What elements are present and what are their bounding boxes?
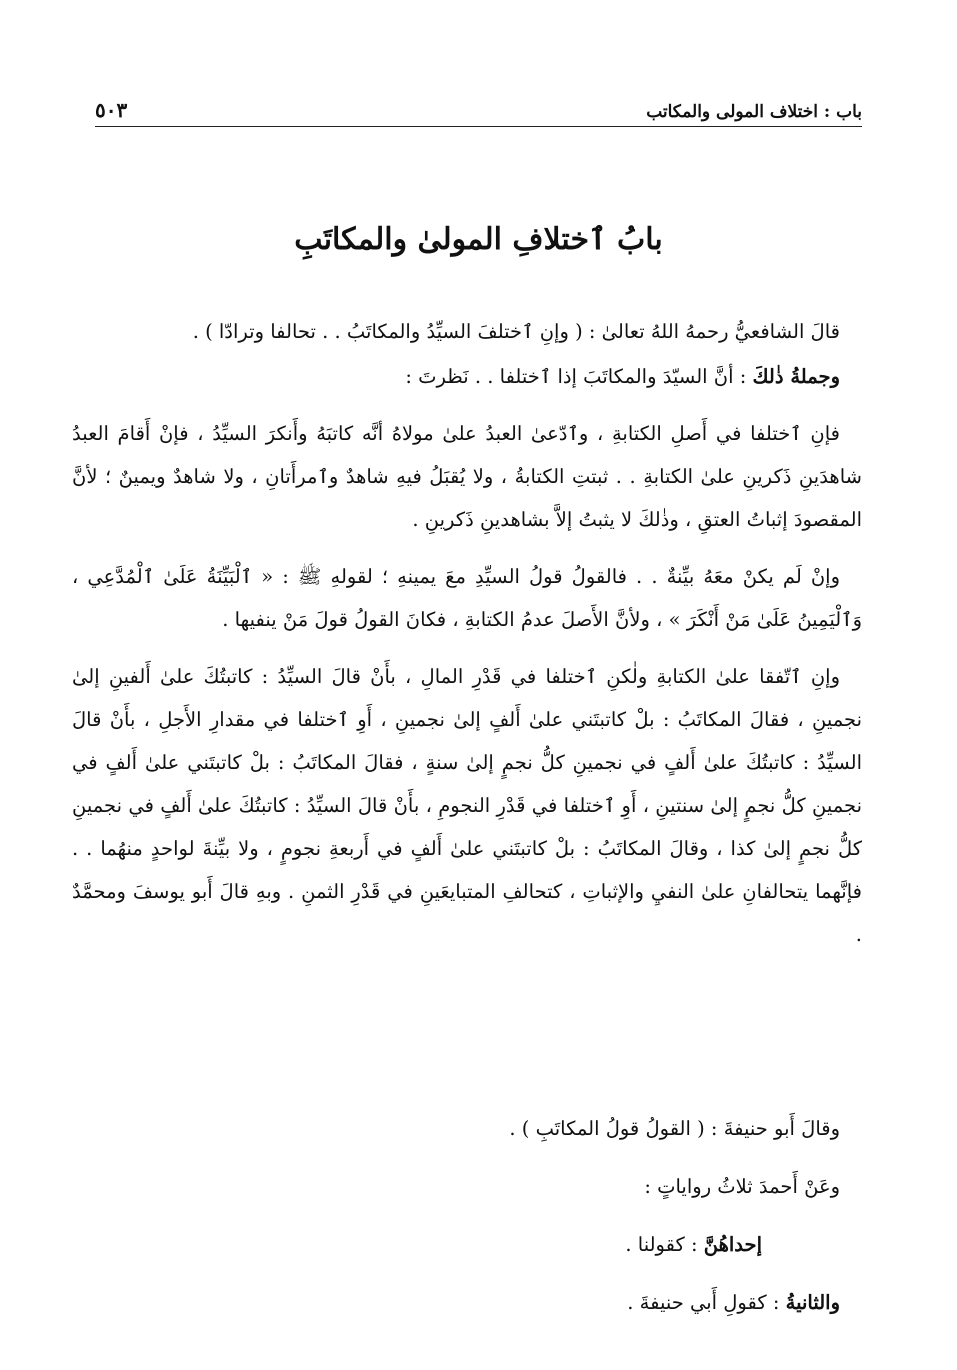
paragraph-summary-lead: وجملةُ ذٰلكَ [752,365,840,388]
paragraph-amount-dispute: وإنِ ٱتّفقا علىٰ الكتابةِ ولٰكنِ ٱختلفا في قَدْرِ المالِ ، بأَنْ قالَ السيِّدُ : كاتبتُكَ علىٰ أَلفينِ إلىٰ نجمينِ ، فقالَ المكاتَبُ : بلْ كاتبتَني علىٰ أَلفٍ إلىٰ نجمينِ ، أَوِ ٱختلفا في مقدارِ الأَجلِ ، بأَنْ قالَ السيِّدُ : كاتبتُكَ علىٰ أَلفٍ في نجمينِ كلُّ نجمٍ إلىٰ سنةٍ ، فقالَ المكاتَبُ : بلْ كاتبتَني علىٰ أَلفٍ في نجمينِ كلُّ نجمٍ إلىٰ سنتينِ ، أَوِ ٱختلفا في قَدْرِ النجومِ ، بأَنْ قالَ السيِّدُ : كاتبتُكَ علىٰ أَلفٍ في نجمينِ كلُّ نجمٍ إلىٰ كذا ، وقالَ المكاتَبُ : بلْ كاتبتَني علىٰ أَلفٍ في أَربعةِ نجومٍ ، ولا بيِّنةَ لواحدٍ منهُما . . فإنَّهما يتحالفانِ علىٰ النفيِ والإثباتِ ، كتحالفِ المتبايعَينِ في قَدْرِ الثمنِ . وبهِ قالَ أَبو يوسفَ ومحمَّدٌ . [72,665,862,946]
narration-second [95,1274,862,1332]
chapter-title: بابُ ٱختلافِ المولىٰ والمكاتَبِ [294,222,663,257]
running-header [95,84,862,127]
paragraph-no-evidence: وإنْ لَم يكنْ معَهُ بيِّنةٌ . . فالقولُ قولُ السيِّدِ معَ يمينهِ ؛ لقولهِ ﷺ : « ٱلْبَيِّنَةُ عَلَىٰ ٱلْمُدَّعِي ، وَٱلْيَمِينُ عَلَىٰ مَنْ أَنْكَرَ » ، ولأنَّ الأَصلَ عدمُ الكتابةِ ، فكانَ القولُ قولَ مَنْ ينفيها . [72,565,862,631]
narration-second-lead: والثانيةُ [785,1291,840,1314]
narration-first-rest: : كقولنا . [625,1233,704,1256]
opinion-abu-hanifa: وقالَ أَبو حنيفةَ : ( القولُ قولُ المكاتَبِ ) . [509,1117,840,1140]
page-number: ٥٠٣ [95,98,128,122]
paragraph-shafii-quote: قالَ الشافعيُّ رحمهُ اللهُ تعالىٰ : ( وإنِ ٱختلفَ السيِّدُ والمكاتَبُ . . تحالفا وترادّا ) . [192,320,840,343]
paragraph-summary [72,355,862,398]
narration-second-rest: : كقولِ أَبي حنيفةَ . [627,1291,786,1314]
narration-first-lead: إحداهُنَّ [703,1233,762,1256]
opinions-list [95,1100,862,1332]
paragraph-dispute-origin: فإنِ ٱختلفا في أَصلِ الكتابةِ ، وٱدّعىٰ العبدُ علىٰ مولاهُ أنَّه كاتبَهُ وأَنكرَ السيِّدُ ، فإنْ أَقامَ العبدُ شاهدَينِ ذَكرينِ علىٰ الكتابةِ . . ثبتتِ الكتابةُ ، ولا يُقبَلُ فيهِ شاهدٌ وٱمرأَتانِ ، ولا شاهدٌ ويمينٌ ؛ لأنَّ المقصودَ إثباتُ العتقِ ، وذٰلكَ لا يثبتُ إلاَّ بشاهدينِ ذَكرينِ . [72,422,862,531]
body-text [72,310,862,970]
running-title: باب : اختلاف المولى والمكاتب [646,102,862,122]
opinion-ahmad: وعَنْ أَحمدَ ثلاثُ رواياتٍ : [644,1175,840,1198]
paragraph-summary-rest: : أنَّ السيّدَ والمكاتَبَ إذا ٱختلفا . . نَظرتَ : [405,365,753,388]
narration-first [95,1216,862,1274]
